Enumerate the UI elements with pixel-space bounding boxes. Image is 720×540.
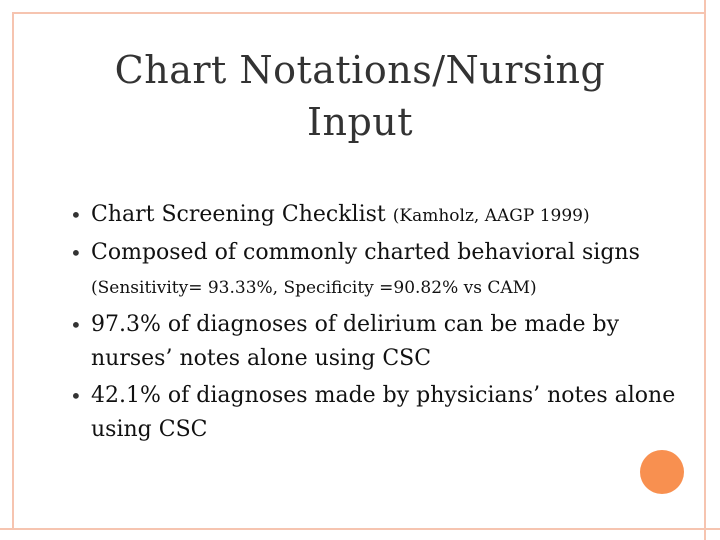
bullet-text: Chart Screening Checklist (91, 202, 393, 227)
title-line-2: Input (306, 100, 414, 144)
title-line-1: Chart Notations/Nursing (114, 48, 606, 92)
slide-title (60, 44, 660, 148)
bullet-text: 42.1% of diagnoses made by physicians’ notes alone using CSC (91, 383, 676, 442)
bullet-item (70, 379, 690, 447)
bullet-item (70, 308, 690, 376)
bullet-text: Composed of commonly charted behavioral signs (91, 240, 640, 265)
bullet-text: 97.3% of diagnoses of delirium can be made by nurses’ notes alone using CSC (91, 312, 619, 371)
decorative-vertical-line (704, 0, 706, 540)
decorative-horizontal-line (0, 528, 720, 530)
bullet-citation: (Kamholz, AAGP 1999) (392, 206, 590, 226)
decorative-circle (640, 450, 684, 494)
bullet-list (70, 198, 690, 450)
bullet-item (70, 198, 690, 233)
bullet-item (70, 236, 690, 305)
bullet-stats: (Sensitivity= 93.33%, Specificity =90.82% vs CAM) (91, 278, 537, 298)
